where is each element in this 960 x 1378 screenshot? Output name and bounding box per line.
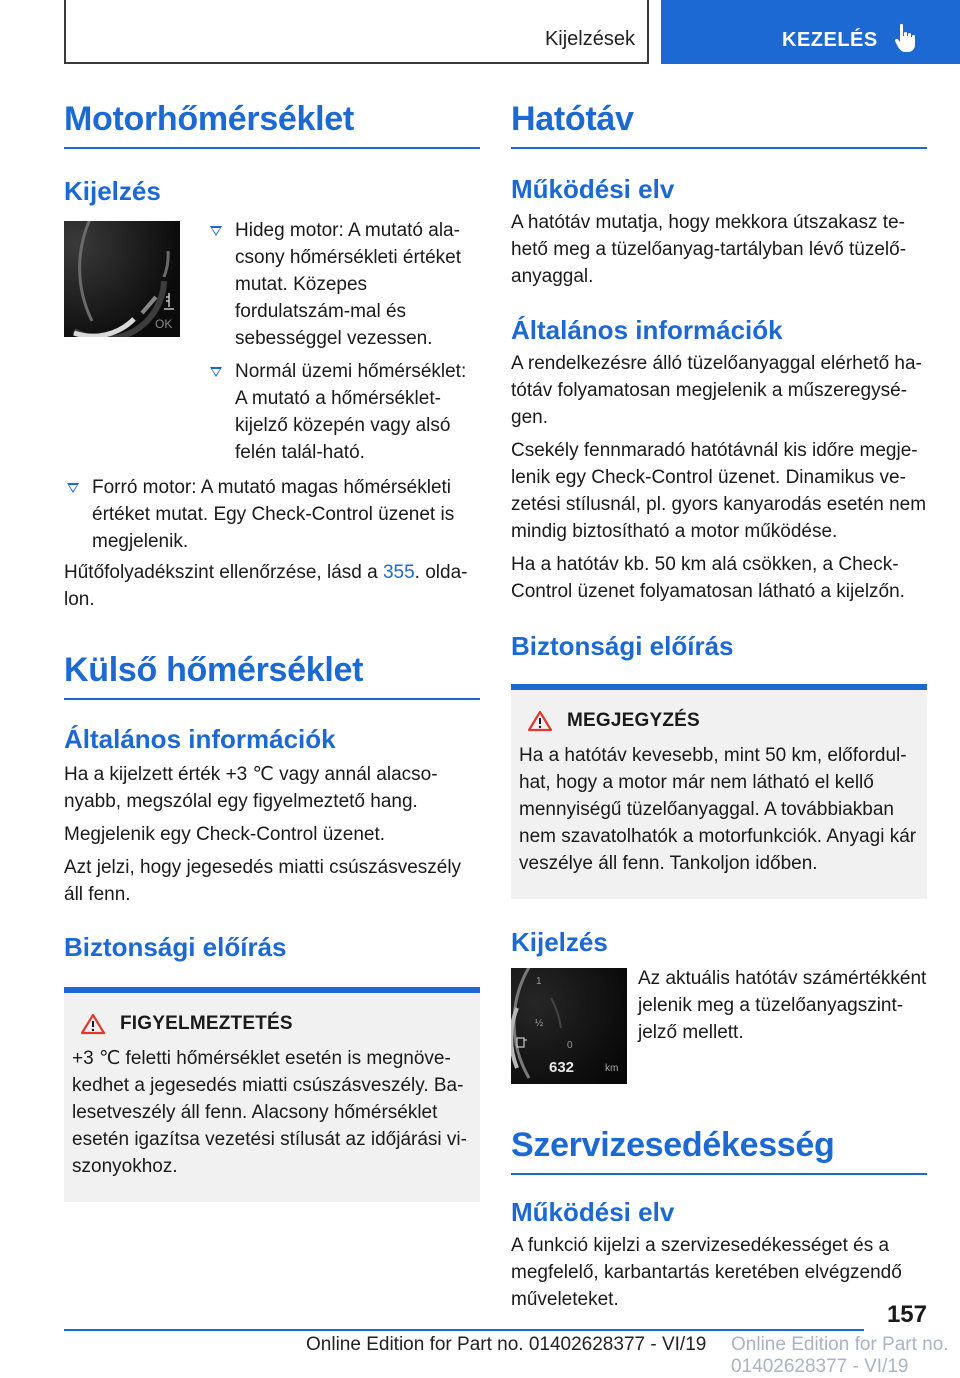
range-general-p2: Csekély fennmaradó hatótávnál kis időre megje-lenik egy Check-Control üzenet. Dinamikus ve-zetési stílusnál, pl. gyors kanyarodás esetén nem mindig biztosítható a motor működése. xyxy=(511,440,927,542)
temp-inline-bullets xyxy=(207,217,480,466)
header-section-label: Kijelzések xyxy=(544,28,635,50)
page-355-link[interactable]: 355 xyxy=(382,562,415,583)
header-chapter-label: KEZELÉS xyxy=(782,29,878,51)
coolant-paragraph: Hűtőfolyadékszint ellenőrzése, lásd a 355. olda-lon. xyxy=(64,562,468,610)
range-general-heading: Általános információk xyxy=(511,315,783,345)
range-title: Hatótáv xyxy=(511,100,927,149)
footer-edition-text: Online Edition for Part no. 01402628377 - VI/19 xyxy=(306,1334,707,1355)
left-display-heading: Kijelzés xyxy=(64,176,161,206)
warning-title-row xyxy=(72,1013,470,1035)
note-text: Ha a hatótáv kevesebb, mint 50 km, előfordul-hat, hogy a motor már nem látható el kellő mennyiségű tüzelőanyaggal. A továbbiakban nem szavatolhatók a motorfunkciók. Anyagi kár veszélye áll fenn. Tankoljon időben. xyxy=(519,745,917,874)
range-safety-heading: Biztonsági előírás xyxy=(511,631,734,661)
range-display-section xyxy=(511,968,927,1084)
right-column xyxy=(511,100,927,1313)
footer-watermark: Online Edition for Part no. 01402628377 - VI/19 xyxy=(731,1334,949,1377)
warning-title: FIGYELMEZTETÉS xyxy=(120,1013,293,1034)
range-tick-0: 0 xyxy=(567,1040,573,1051)
gauge-ok-label: OK xyxy=(155,317,173,331)
outside-temp-title: Külső hőmérséklet xyxy=(64,651,480,700)
outside-p1: Ha a kijelzett érték +3 ℃ vagy annál alacso-nyabb, megszólal egy figyelmeztető hang. xyxy=(64,764,438,812)
note-title: MEGJEGYZÉS xyxy=(567,710,700,731)
outside-general-heading: Általános információk xyxy=(64,724,336,754)
page-number: 157 xyxy=(886,1301,927,1328)
temp-display-section xyxy=(64,221,480,466)
range-principle-text: A hatótáv mutatja, hogy mekkora útszakasz te-hető meg a tüzelőanyag-tartályban lévő tüzelő-anyaggal. xyxy=(511,212,907,287)
range-principle-heading: Működési elv xyxy=(511,174,675,204)
warning-text: +3 ℃ feletti hőmérséklet esetén is megnöve-kedhet a jegesedés miatti csúszásveszély. Ba-lesetveszély áll fenn. Alacsony hőmérséklet esetén igazítsa vezetési stílusát az időjárási vi-szonyokhoz. xyxy=(72,1048,467,1177)
range-value: 632 xyxy=(549,1059,575,1076)
warning-triangle-icon xyxy=(80,1013,106,1035)
outside-safety-heading: Biztonsági előírás xyxy=(64,932,287,962)
left-column xyxy=(64,100,480,1202)
engine-temp-gauge-image xyxy=(64,221,180,337)
service-title: Szervizesedékesség xyxy=(511,1126,927,1175)
outside-p3: Azt jelzi, hogy jegesedés miatti csúszásveszély áll fenn. xyxy=(64,857,462,905)
range-display-heading: Kijelzés xyxy=(511,927,608,957)
bullet-normal-temp: Normál üzemi hőmérséklet: A mutató a hőmérséklet-kijelző közepén vagy alsó felén talál-ható. xyxy=(207,358,480,466)
service-text: A funkció kijelzi a szervizesedékességet és a megfelelő, karbantartás keretében elvégzendő műveleteket. xyxy=(511,1235,902,1310)
hand-pointer-icon xyxy=(894,23,920,53)
range-tick-half: ½ xyxy=(535,1018,544,1029)
temp-wide-bullets xyxy=(64,474,480,555)
header-chapter-tab[interactable] xyxy=(661,0,960,64)
note-box xyxy=(511,684,927,899)
header-section-box xyxy=(64,0,649,64)
range-general-p1: A rendelkezésre álló tüzelőanyaggal elérhető ha-tótáv folyamatosan megjelenik a műszeregysé-gen. xyxy=(511,353,922,428)
range-tick-1: 1 xyxy=(536,976,542,987)
range-general-p3: Ha a hatótáv kb. 50 km alá csökken, a Check-Control üzenet folyamatosan látható a kijelzőn. xyxy=(511,554,905,602)
service-heading: Működési elv xyxy=(511,1197,675,1227)
note-triangle-icon xyxy=(527,710,553,732)
bullet-cold-engine: Hideg motor: A mutató ala-csony hőmérsékleti értéket mutat. Közepes fordulatszám-mal és sebességgel vezessen. xyxy=(207,217,480,352)
range-unit: km xyxy=(605,1063,619,1074)
note-title-row xyxy=(519,710,917,732)
bullet-hot-engine: Forró motor: A mutató magas hőmérsékleti értéket mutat. Egy Check-Control üzenet is megjelenik. xyxy=(64,474,480,555)
motor-temp-title: Motorhőmérséklet xyxy=(64,100,480,149)
footer-rule xyxy=(64,1329,864,1331)
range-display-text: Az aktuális hatótáv számértékként jelenik meg a tüzelőanyagszint-jelző mellett. xyxy=(638,968,927,1043)
range-gauge-image xyxy=(511,968,627,1084)
warning-box xyxy=(64,987,480,1202)
outside-p2: Megjelenik egy Check-Control üzenet. xyxy=(64,824,386,845)
